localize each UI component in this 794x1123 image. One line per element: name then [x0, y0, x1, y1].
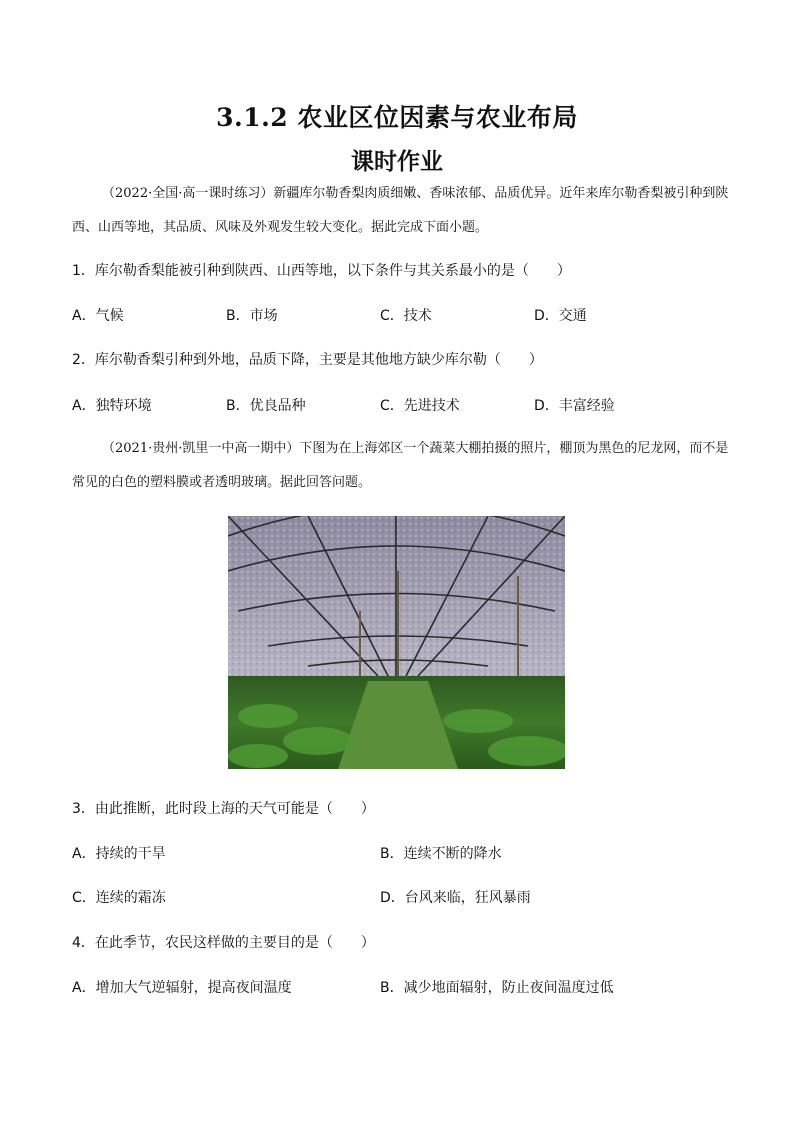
q3-option-d: D．台风来临，狂风暴雨: [380, 890, 531, 906]
q4-option-b: B．减少地面辐射，防止夜间温度过低: [380, 980, 614, 996]
page-subtitle: 课时作业: [351, 148, 443, 175]
q3-option-a: A．持续的干旱: [72, 846, 166, 862]
q1-option-d: D．交通: [534, 308, 587, 324]
passage-1-text: （2022·全国·高一课时练习）新疆库尔勒香梨肉质细嫩、香味浓郁、品质优异。近年来库尔勒香梨被引种到陕西、山西等地，其品质、风味及外观发生较大变化。据此完成下面小题。: [72, 186, 729, 235]
question-1: 1．库尔勒香梨能被引种到陕西、山西等地，以下条件与其关系最小的是（ ）: [72, 263, 571, 279]
q2-option-c: C．先进技术: [380, 398, 460, 414]
q3-option-b: B．连续不断的降水: [380, 846, 502, 862]
passage-1: [72, 177, 732, 245]
q4-option-a: A．增加大气逆辐射，提高夜间温度: [72, 980, 292, 996]
greenhouse-photo: [228, 516, 565, 769]
question-3: 3．由此推断，此时段上海的天气可能是（ ）: [72, 801, 375, 817]
greenhouse-illustration: [228, 516, 565, 769]
q1-option-b: B．市场: [226, 308, 278, 324]
passage-2-text: （2021·贵州·凯里一中高一期中）下图为在上海郊区一个蔬菜大棚拍摄的照片，棚顶为黑色的尼龙网，而不是常见的白色的塑料膜或者透明玻璃。据此回答问题。: [72, 441, 729, 490]
q2-option-a: A．独特环境: [72, 398, 152, 414]
question-4: 4．在此季节，农民这样做的主要目的是（ ）: [72, 935, 375, 951]
page-title: 3.1.2 农业区位因素与农业布局: [216, 103, 578, 132]
question-2: 2．库尔勒香梨引种到外地，品质下降，主要是其他地方缺少库尔勒（ ）: [72, 352, 543, 368]
q1-option-c: C．技术: [380, 308, 432, 324]
q2-option-d: D．丰富经验: [534, 398, 615, 414]
q3-option-c: C．连续的霜冻: [72, 890, 166, 906]
q2-option-b: B．优良品种: [226, 398, 306, 414]
passage-2: [72, 432, 732, 500]
q1-option-a: A．气候: [72, 308, 124, 324]
